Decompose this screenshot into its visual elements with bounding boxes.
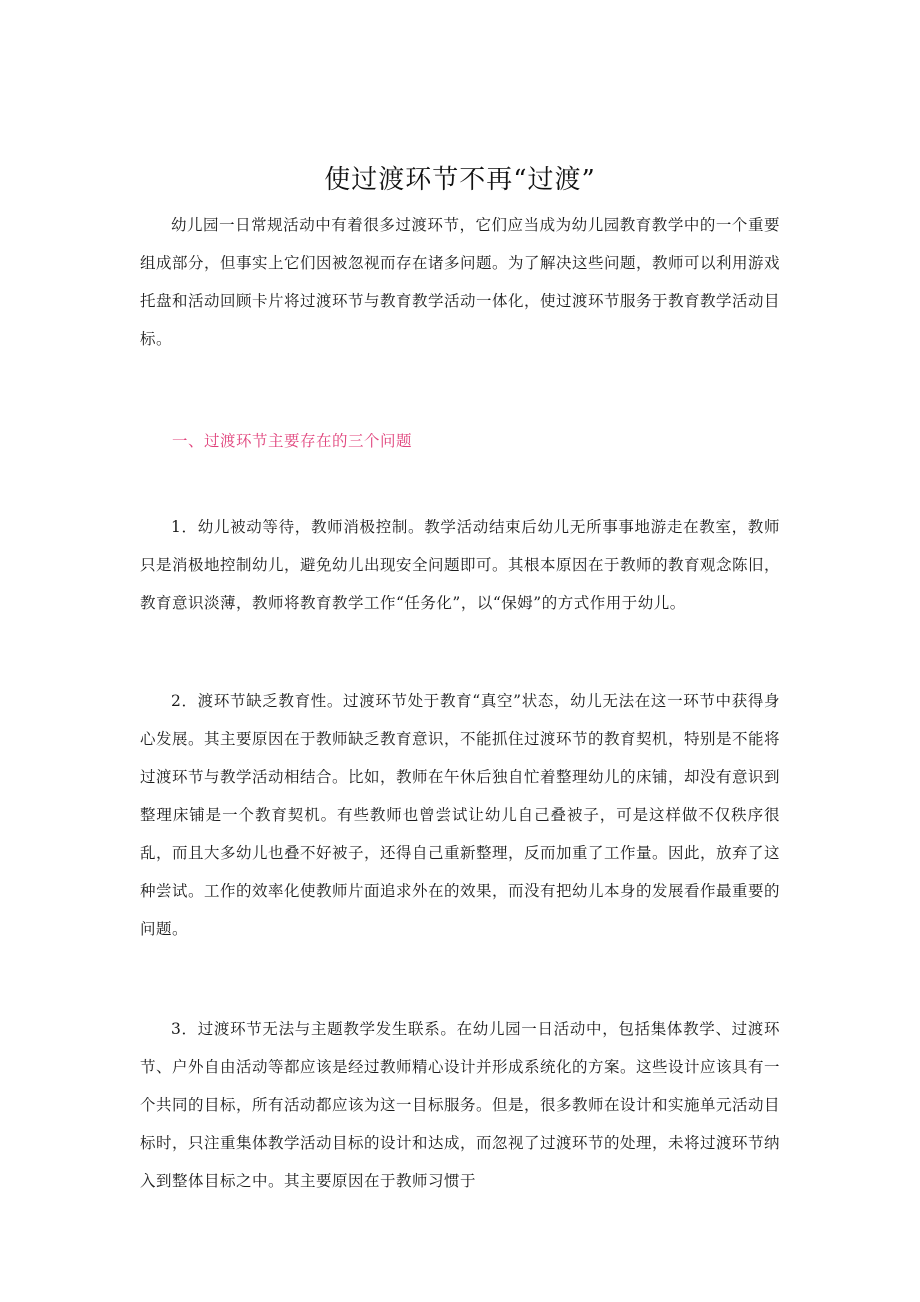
paragraph-point-1: 1．幼儿被动等待，教师消极控制。教学活动结束后幼儿无所事事地游走在教室，教师只是消极地控制幼儿，避免幼儿出现安全问题即可。其根本原因在于教师的教育观念陈旧，教育意识淡薄，教师将教育教学工作“任务化”，以“保姆”的方式作用于幼儿。 xyxy=(140,518,781,612)
paragraph-point-2: 2．渡环节缺乏教育性。过渡环节处于教育“真空”状态，幼儿无法在这一环节中获得身心发展。其主要原因在于教师缺乏教育意识，不能抓住过渡环节的教育契机，特别是不能将过渡环节与教学活动相结合。比如，教师在午休后独自忙着整理幼儿的床铺，却没有意识到整理床铺是一个教育契机。有些教师也曾尝试让幼儿自己叠被子，可是这样做不仅秩序很乱，而且大多幼儿也叠不好被子，还得自己重新整理，反而加重了工作量。因此，放弃了这种尝试。工作的效率化使教师片面追求外在的效果，而没有把幼儿本身的发展看作最重要的问题。 xyxy=(140,692,781,938)
document-title: 使过渡环节不再“过渡” xyxy=(324,165,596,195)
section-heading: 一、过渡环节主要存在的三个问题 xyxy=(172,432,413,450)
intro-paragraph: 幼儿园一日常规活动中有着很多过渡环节，它们应当成为幼儿园教育教学中的一个重要组成部分，但事实上它们因被忽视而存在诸多问题。为了解决这些问题，教师可以利用游戏托盘和活动回顾卡片将过渡环节与教育教学活动一体化，使过渡环节服务于教育教学活动目标。 xyxy=(140,216,781,348)
paragraph-point-3: 3．过渡环节无法与主题教学发生联系。在幼儿园一日活动中，包括集体教学、过渡环节、户外自由活动等都应该是经过教师精心设计并形成系统化的方案。这些设计应该具有一个共同的目标，所有活动都应该为这一目标服务。但是，很多教师在设计和实施单元活动目标时，只注重集体教学活动目标的设计和达成，而忽视了过渡环节的处理，未将过渡环节纳入到整体目标之中。其主要原因在于教师习惯于 xyxy=(140,1020,781,1190)
